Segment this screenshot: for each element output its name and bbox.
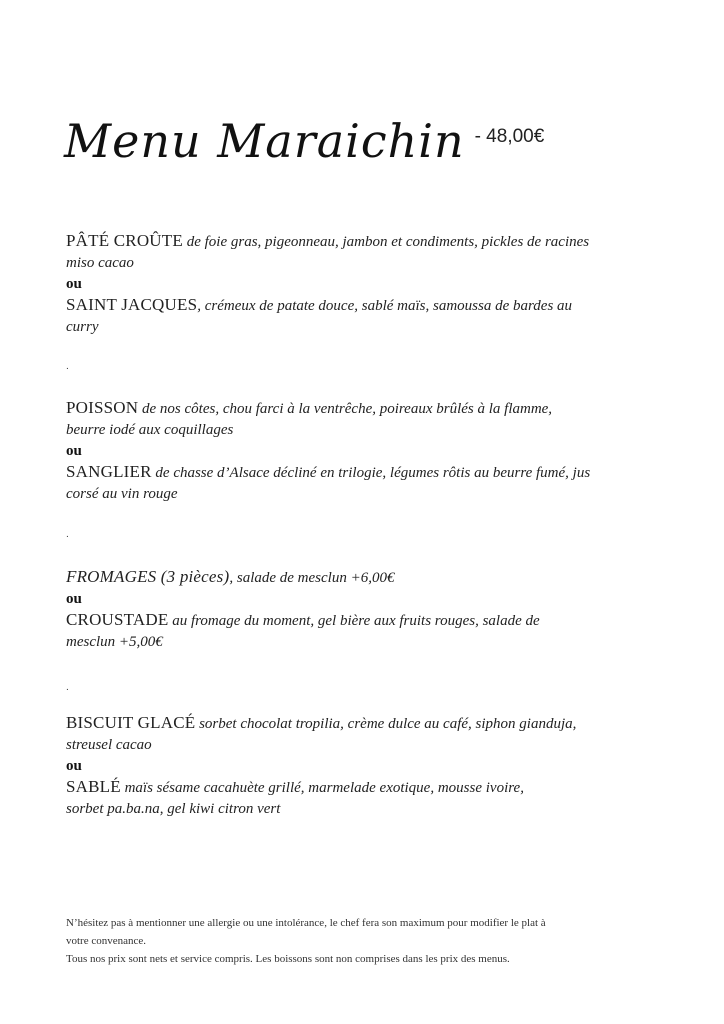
dish-description: de chasse d’Alsace décliné en trilogie, légumes rôtis au beurre fumé, jus: [151, 465, 591, 481]
dish-description-cont: miso cacao: [66, 255, 134, 271]
dish-description-cont: streusel cacao: [66, 737, 152, 753]
dish-name: SANGLIER: [66, 462, 152, 481]
dish-option: [66, 712, 666, 735]
dish-option: [66, 566, 666, 589]
dish-description-cont: curry: [66, 319, 99, 335]
dish-description: maïs sésame cacahuète grillé, marmelade exotique, mousse ivoire,: [120, 780, 524, 796]
dish-description: au fromage du moment, gel bière aux fruits rouges, salade de: [168, 613, 540, 629]
dish-name: POISSON: [66, 398, 139, 417]
dish-description-cont: mesclun +5,00€: [66, 634, 163, 650]
menu-header: [64, 114, 545, 168]
menu-price: - 48,00€: [474, 126, 545, 147]
or-divider: ou: [66, 758, 82, 774]
course-dessert: [66, 712, 666, 820]
course-cheese: [66, 566, 666, 653]
dish-name: CROUSTADE: [66, 610, 169, 629]
course-separator: .: [66, 529, 69, 540]
dish-description-cont: beurre iodé aux coquillages: [66, 422, 234, 438]
dish-option: [66, 294, 666, 317]
dish-name: SAINT JACQUES: [66, 295, 198, 314]
dish-option: [66, 776, 666, 799]
dish-option: [66, 609, 666, 632]
course-separator: .: [66, 682, 69, 693]
dish-description-cont: corsé au vin rouge: [66, 486, 178, 502]
or-divider: ou: [66, 276, 82, 292]
course-main: [66, 397, 666, 505]
menu-footer: [66, 914, 666, 968]
dish-description: de nos côtes, chou farci à la ventrêche, poireaux brûlés à la flamme,: [138, 401, 553, 417]
dish-name: PÂTÉ CROÛTE: [66, 231, 183, 250]
or-divider: ou: [66, 591, 82, 607]
dish-name: FROMAGES (3 pièces): [66, 567, 230, 586]
course-starter: [66, 230, 666, 338]
dish-option: [66, 397, 666, 420]
dish-description: , salade de mesclun +6,00€: [229, 570, 395, 586]
allergy-notice-cont: votre convenance.: [66, 935, 147, 947]
menu-title: Menu Maraichin: [64, 114, 465, 168]
course-separator: .: [66, 361, 69, 372]
dish-name: BISCUIT GLACÉ: [66, 713, 196, 732]
dish-option: [66, 461, 666, 484]
allergy-notice: N’hésitez pas à mentionner une allergie ou une intolérance, le chef fera son maximum pour modifier le plat à: [66, 917, 546, 929]
dish-option: [66, 230, 666, 253]
dish-description: , crémeux de patate douce, sablé maïs, samoussa de bardes au: [197, 298, 573, 314]
dish-description: de foie gras, pigeonneau, jambon et condiments, pickles de racines: [182, 234, 590, 250]
or-divider: ou: [66, 443, 82, 459]
dish-description: sorbet chocolat tropilia, crème dulce au café, siphon gianduja,: [195, 716, 577, 732]
pricing-notice: Tous nos prix sont nets et service compris. Les boissons sont non comprises dans les prix des menus.: [66, 953, 510, 965]
dish-name: SABLÉ: [66, 777, 121, 796]
dish-description-cont: sorbet pa.ba.na, gel kiwi citron vert: [66, 801, 281, 817]
